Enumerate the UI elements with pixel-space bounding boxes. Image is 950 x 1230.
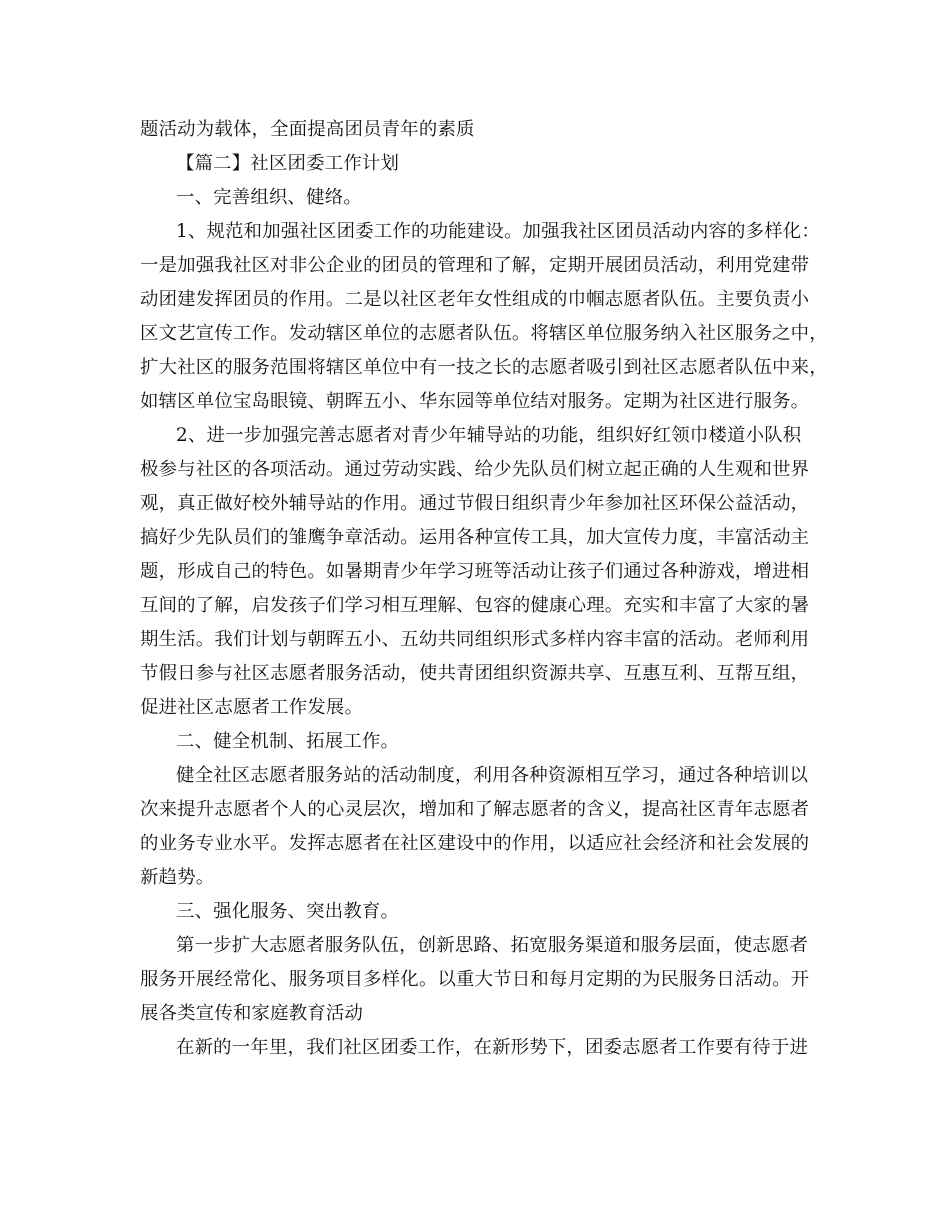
text-line: 展各类宣传和家庭教育活动 xyxy=(140,1003,364,1024)
text-line: 的业务专业水平。发挥志愿者在社区建设中的作用，以适应社会经济和社会发展的 xyxy=(140,833,810,854)
text-line: 二、健全机制、拓展工作。 xyxy=(176,731,400,752)
text-line: 在新的一年里，我们社区团委工作，在新形势下，团委志愿者工作要有待于进 xyxy=(176,1037,809,1058)
text-line: 极参与社区的各项活动。通过劳动实践、给少先队员们树立起正确的人生观和世界 xyxy=(140,459,810,480)
text-line: 一是加强我社区对非公企业的团员的管理和了解，定期开展团员活动，利用党建带 xyxy=(140,255,810,276)
text-line: 健全社区志愿者服务站的活动制度，利用各种资源相互学习，通过各种培训以 xyxy=(176,765,809,786)
text-line: 一、完善组织、健络。 xyxy=(176,187,362,208)
text-line: 扩大社区的服务范围将辖区单位中有一技之长的志愿者吸引到社区志愿者队伍中来， xyxy=(140,357,828,378)
text-line: 2、进一步加强完善志愿者对青少年辅导站的功能，组织好红领巾楼道小队积 xyxy=(176,425,802,446)
text-line: 期生活。我们计划与朝晖五小、五幼共同组织形式多样内容丰富的活动。老师利用 xyxy=(140,629,810,650)
text-line: 新趋势。 xyxy=(140,867,215,888)
text-line: 服务开展经常化、服务项目多样化。以重大节日和每月定期的为民服务日活动。开 xyxy=(140,969,810,990)
text-line: 三、强化服务、突出教育。 xyxy=(176,901,400,922)
text-line: 题活动为载体，全面提高团员青年的素质 xyxy=(140,119,475,140)
text-line: 如辖区单位宝岛眼镜、朝晖五小、华东园等单位结对服务。定期为社区进行服务。 xyxy=(140,391,810,412)
text-line: 区文艺宣传工作。发动辖区单位的志愿者队伍。将辖区单位服务纳入社区服务之中， xyxy=(140,323,828,344)
text-line: 次来提升志愿者个人的心灵层次，增加和了解志愿者的含义，提高社区青年志愿者 xyxy=(140,799,810,820)
text-line: 题，形成自己的特色。如暑期青少年学习班等活动让孩子们通过各种游戏，增进相 xyxy=(140,561,810,582)
text-line: 互间的了解，启发孩子们学习相互理解、包容的健康心理。充实和丰富了大家的暑 xyxy=(140,595,810,616)
text-line: 第一步扩大志愿者服务队伍，创新思路、拓宽服务渠道和服务层面，使志愿者 xyxy=(176,935,809,956)
text-line: 搞好少先队员们的雏鹰争章活动。运用各种宣传工具，加大宣传力度，丰富活动主 xyxy=(140,527,810,548)
text-line: 促进社区志愿者工作发展。 xyxy=(140,697,364,718)
text-line: 动团建发挥团员的作用。二是以社区老年女性组成的巾帼志愿者队伍。主要负责小 xyxy=(140,289,810,310)
text-line: 观，真正做好校外辅导站的作用。通过节假日组织青少年参加社区环保公益活动， xyxy=(140,493,810,514)
text-line: 【篇二】社区团委工作计划 xyxy=(176,153,400,174)
text-line: 1、规范和加强社区团委工作的功能建设。加强我社区团员活动内容的多样化： xyxy=(176,221,820,242)
text-line: 节假日参与社区志愿者服务活动，使共青团组织资源共享、互惠互利、互帮互组， xyxy=(140,663,810,684)
document-body xyxy=(140,113,826,1065)
